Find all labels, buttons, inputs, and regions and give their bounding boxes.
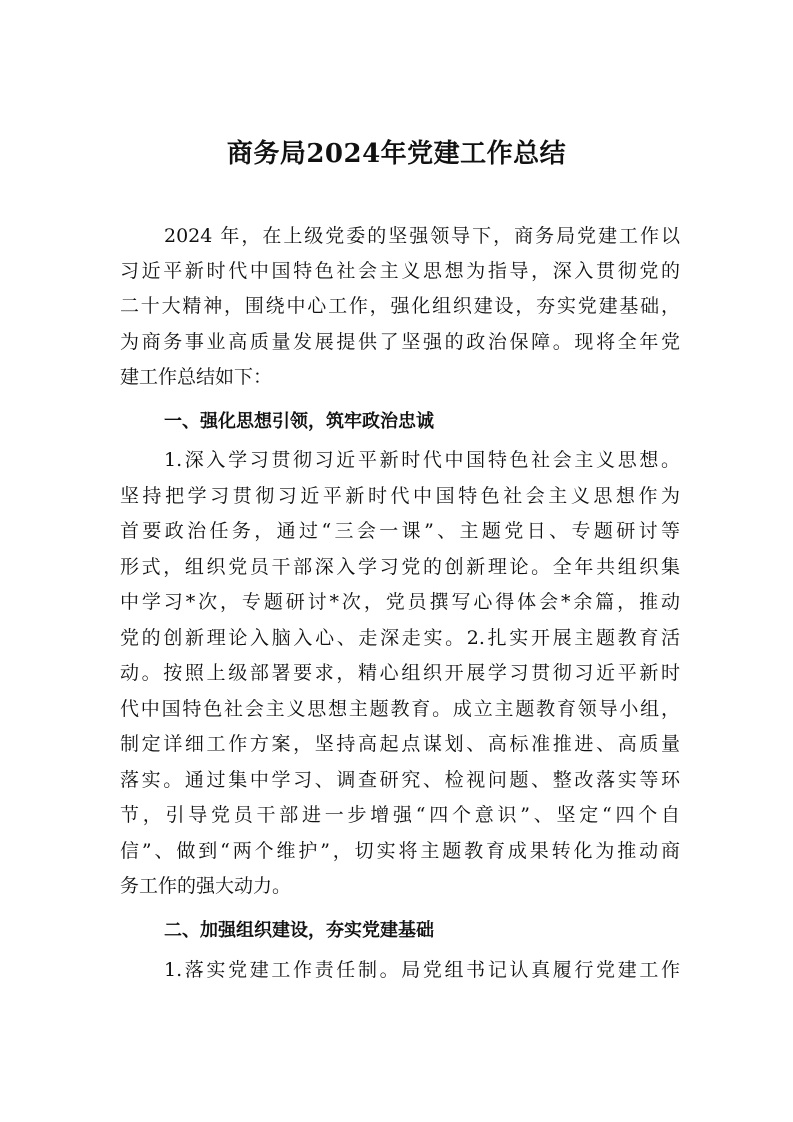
document-title: 商务局2024年党建工作总结 — [226, 139, 567, 169]
paragraph-line: 2024 年，在上级党委的坚强领导下，商务局党建工作以 — [164, 225, 680, 247]
paragraph-line: 二十大精神，围绕中心工作，强化组织建设，夯实党建基础， — [120, 295, 680, 317]
paragraph-line: 代中国特色社会主义思想主题教育。成立主题教育领导小组， — [120, 698, 680, 720]
paragraph-line: 中学习*次，专题研讨*次，党员撰写心得体会*余篇，推动 — [120, 591, 680, 613]
paragraph-line: 首要政治任务，通过“三会一课”、主题党日、专题研讨等 — [120, 520, 680, 542]
section-heading-2: 二、加强组织建设，夯实党建基础 — [164, 920, 434, 941]
paragraph-line: 为商务事业高质量发展提供了坚强的政治保障。现将全年党 — [120, 331, 680, 353]
paragraph-line: 党的创新理论入脑入心、走深走实。2.扎实开展主题教育活 — [120, 627, 680, 649]
paragraph-line: 信”、做到“两个维护”，切实将主题教育成果转化为推动商 — [120, 840, 680, 862]
paragraph-line: 动。按照上级部署要求，精心组织开展学习贯彻习近平新时 — [120, 662, 680, 684]
paragraph-line: 建工作总结如下： — [120, 366, 273, 388]
paragraph-line: 坚持把学习贯彻习近平新时代中国特色社会主义思想作为 — [120, 485, 680, 507]
paragraph-line: 习近平新时代中国特色社会主义思想为指导，深入贯彻党的 — [120, 260, 680, 282]
paragraph-line: 务工作的强大动力。 — [120, 875, 292, 897]
paragraph-line: 节，引导党员干部进一步增强“四个意识”、坚定“四个自 — [120, 804, 680, 826]
section-heading-1: 一、强化思想引领，筑牢政治忠诚 — [164, 411, 434, 432]
paragraph-line: 落实。通过集中学习、调查研究、检视问题、整改落实等环 — [120, 769, 680, 791]
paragraph-line: 1.落实党建工作责任制。局党组书记认真履行党建工作 — [164, 959, 680, 981]
paragraph-line: 1.深入学习贯彻习近平新时代中国特色社会主义思想。 — [164, 449, 680, 471]
paragraph-line: 制定详细工作方案，坚持高起点谋划、高标准推进、高质量 — [120, 733, 680, 755]
paragraph-line: 形式，组织党员干部深入学习党的创新理论。全年共组织集 — [120, 556, 680, 578]
